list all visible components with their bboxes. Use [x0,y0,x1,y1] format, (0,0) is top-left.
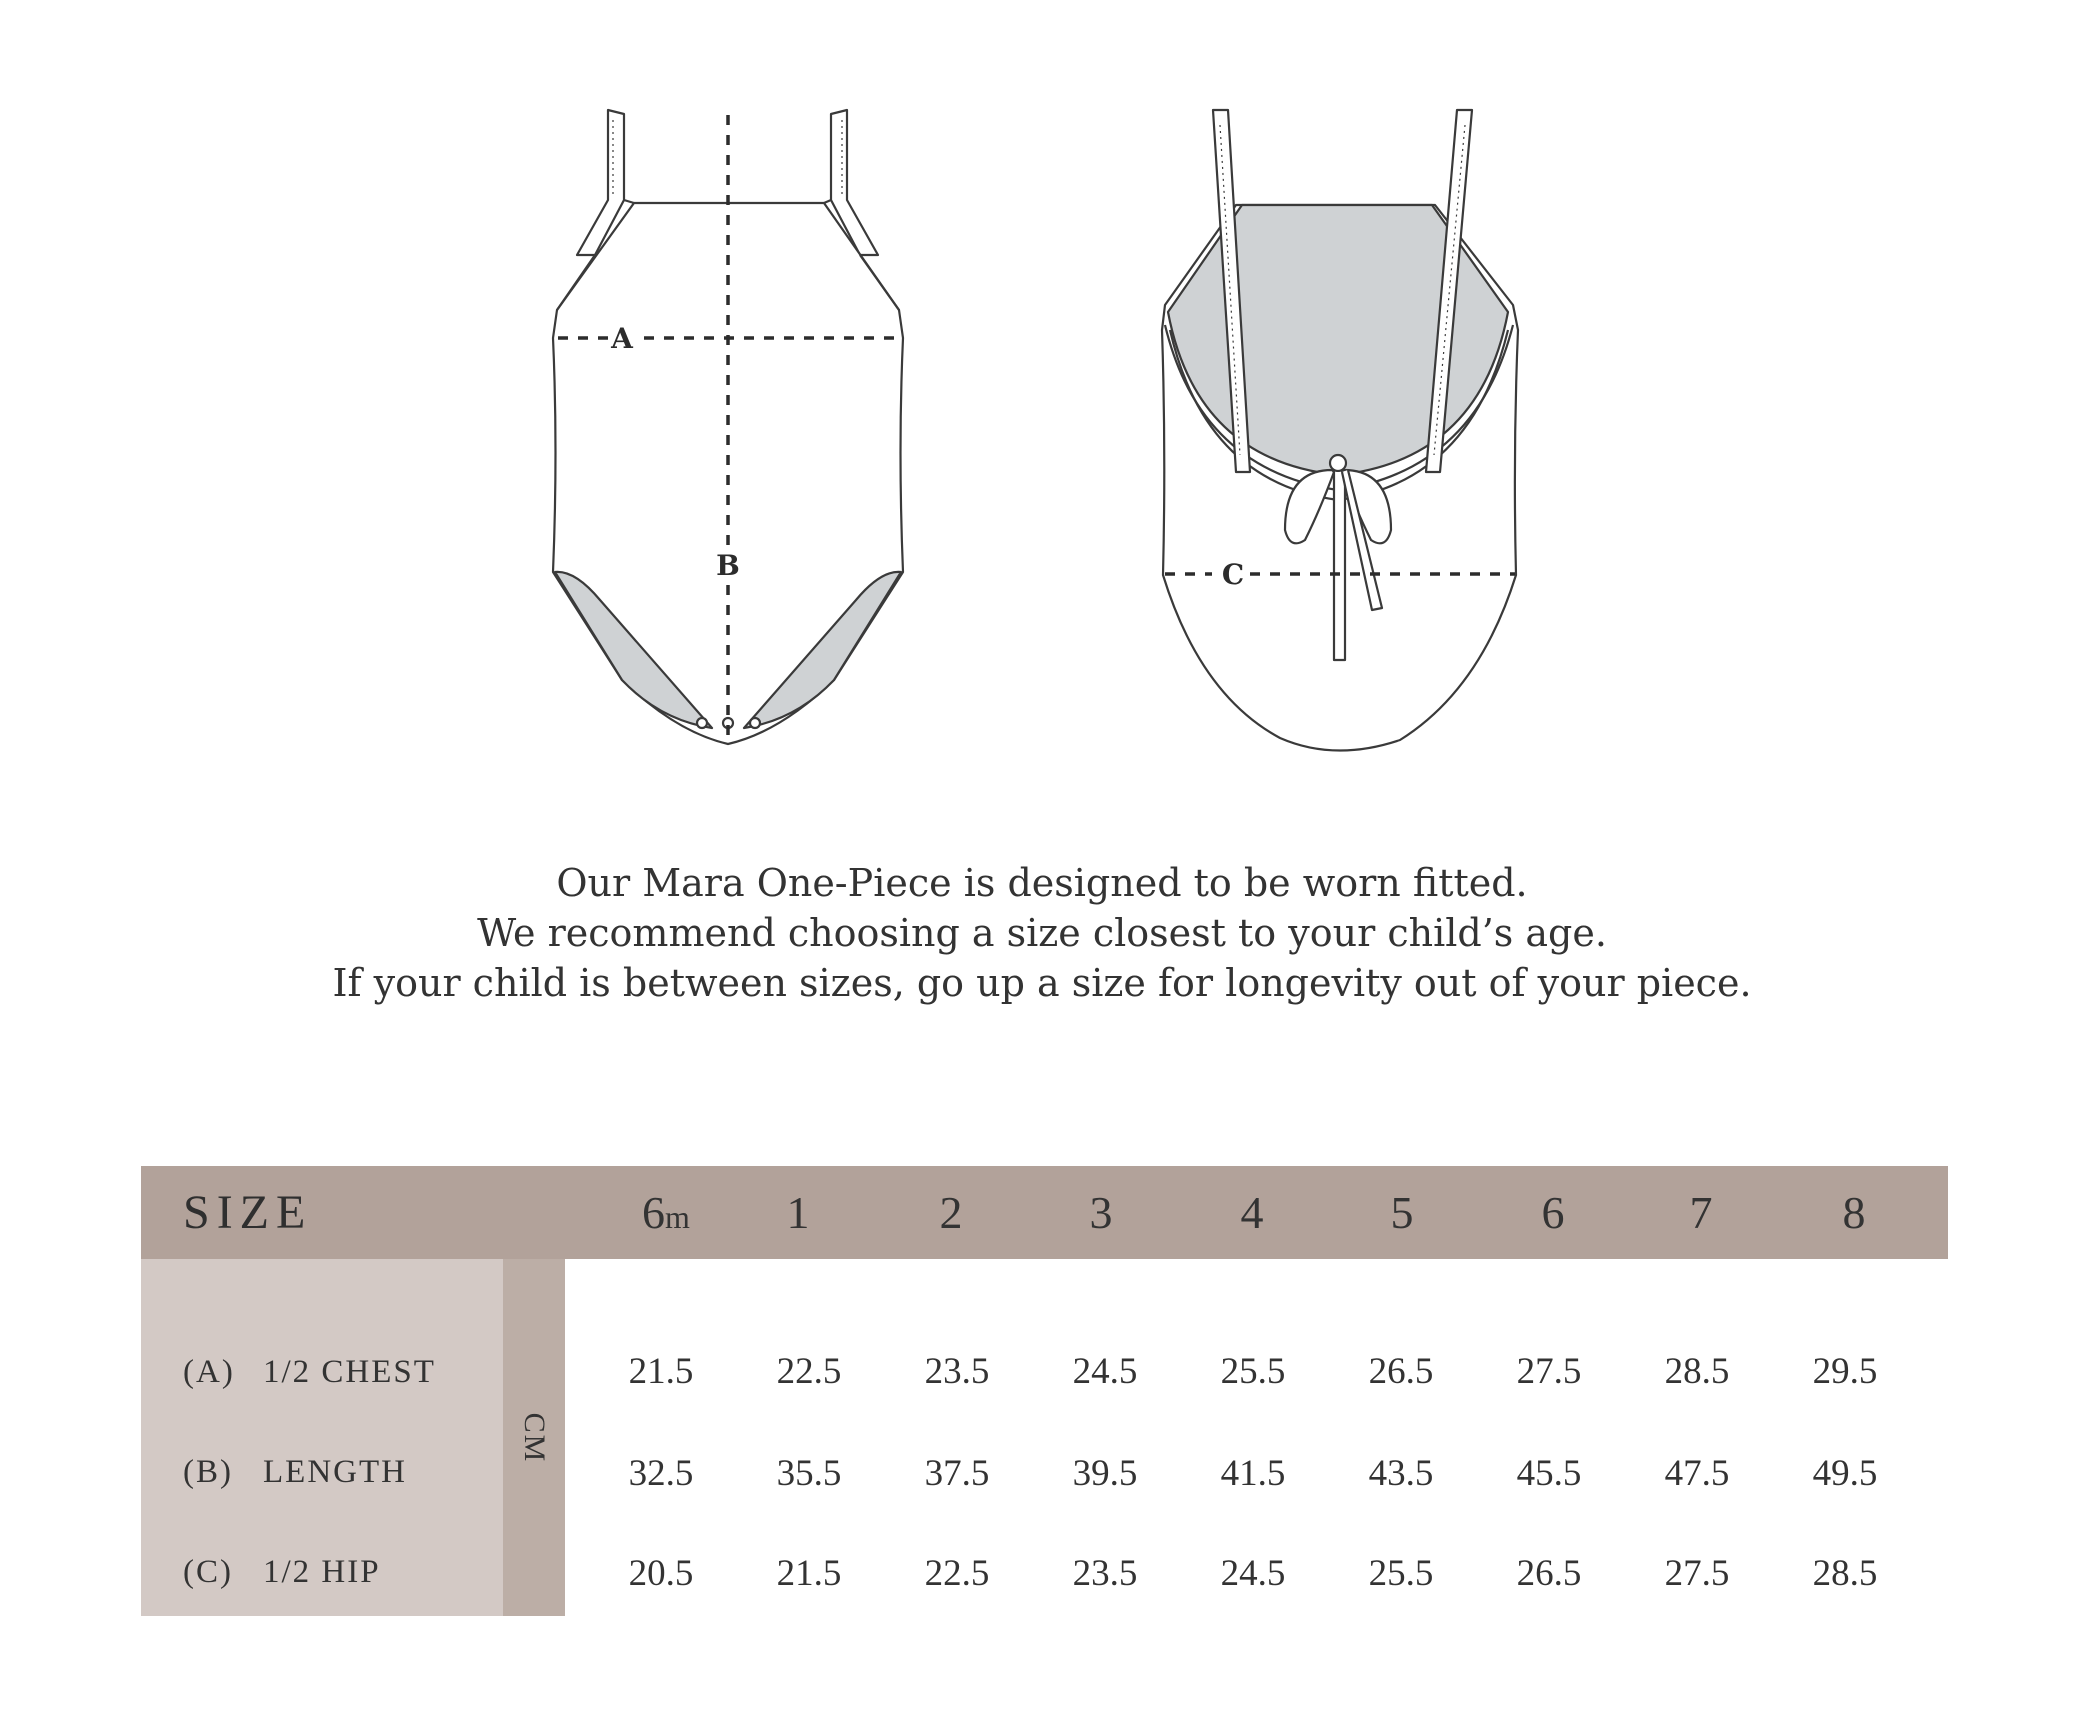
fit-note-line: We recommend choosing a size closest to your child’s age. [477,911,1607,955]
chest-value: 26.5 [1368,1351,1434,1392]
size-3: 3 [1089,1187,1113,1238]
size-chart-table [141,1166,1948,1616]
size-6: 6 [1541,1187,1565,1238]
hip-value: 27.5 [1664,1553,1730,1594]
hip-value: 25.5 [1368,1553,1434,1594]
length-value: 35.5 [776,1453,842,1494]
size-6m: 6m [642,1187,690,1238]
length-value: 47.5 [1664,1453,1730,1494]
fit-note-line: If your child is between sizes, go up a size for longevity out of your piece. [332,961,1752,1005]
chest-value: 22.5 [776,1351,842,1392]
chest-value: 25.5 [1220,1351,1286,1392]
dimension-label-b: B [716,549,740,582]
length-value: 32.5 [628,1453,694,1494]
length-value: 43.5 [1368,1453,1434,1494]
row-label-length: (B) LENGTH [183,1454,407,1490]
hip-value: 28.5 [1812,1553,1878,1594]
fit-note [0,858,2084,1008]
row-label-chest: (A) 1/2 CHEST [183,1354,436,1390]
unit-column [503,1259,565,1616]
size-5: 5 [1390,1187,1414,1238]
chest-value: 29.5 [1812,1351,1878,1392]
hip-value: 21.5 [776,1553,842,1594]
size-1: 1 [786,1187,810,1238]
size-4: 4 [1240,1187,1264,1238]
chest-value: 24.5 [1072,1351,1138,1392]
row-label-hip: (C) 1/2 HIP [183,1554,381,1590]
dimension-label-c: C [1221,558,1245,591]
size-8: 8 [1842,1187,1866,1238]
size-7: 7 [1689,1187,1713,1238]
measurement-labels-column [141,1259,503,1616]
chest-value: 23.5 [924,1351,990,1392]
hip-value: 23.5 [1072,1553,1138,1594]
length-value: 41.5 [1220,1453,1286,1494]
length-value: 37.5 [924,1453,990,1494]
back-view-diagram [0,0,2084,800]
length-value: 39.5 [1072,1453,1138,1494]
dimension-label-a: A [611,322,633,355]
unit-label: CM [518,1412,551,1463]
hip-value: 24.5 [1220,1553,1286,1594]
length-value: 49.5 [1812,1453,1878,1494]
size-header-label: SIZE [183,1186,313,1239]
length-value: 45.5 [1516,1453,1582,1494]
hip-value: 26.5 [1516,1553,1582,1594]
chest-value: 21.5 [628,1351,694,1392]
size-2: 2 [939,1187,963,1238]
garment-diagrams [0,0,2084,800]
chest-value: 27.5 [1516,1351,1582,1392]
fit-note-line: Our Mara One-Piece is designed to be worn fitted. [556,861,1528,905]
chest-value: 28.5 [1664,1351,1730,1392]
size-header-row [141,1166,1948,1259]
hip-value: 22.5 [924,1553,990,1594]
hip-value: 20.5 [628,1553,694,1594]
